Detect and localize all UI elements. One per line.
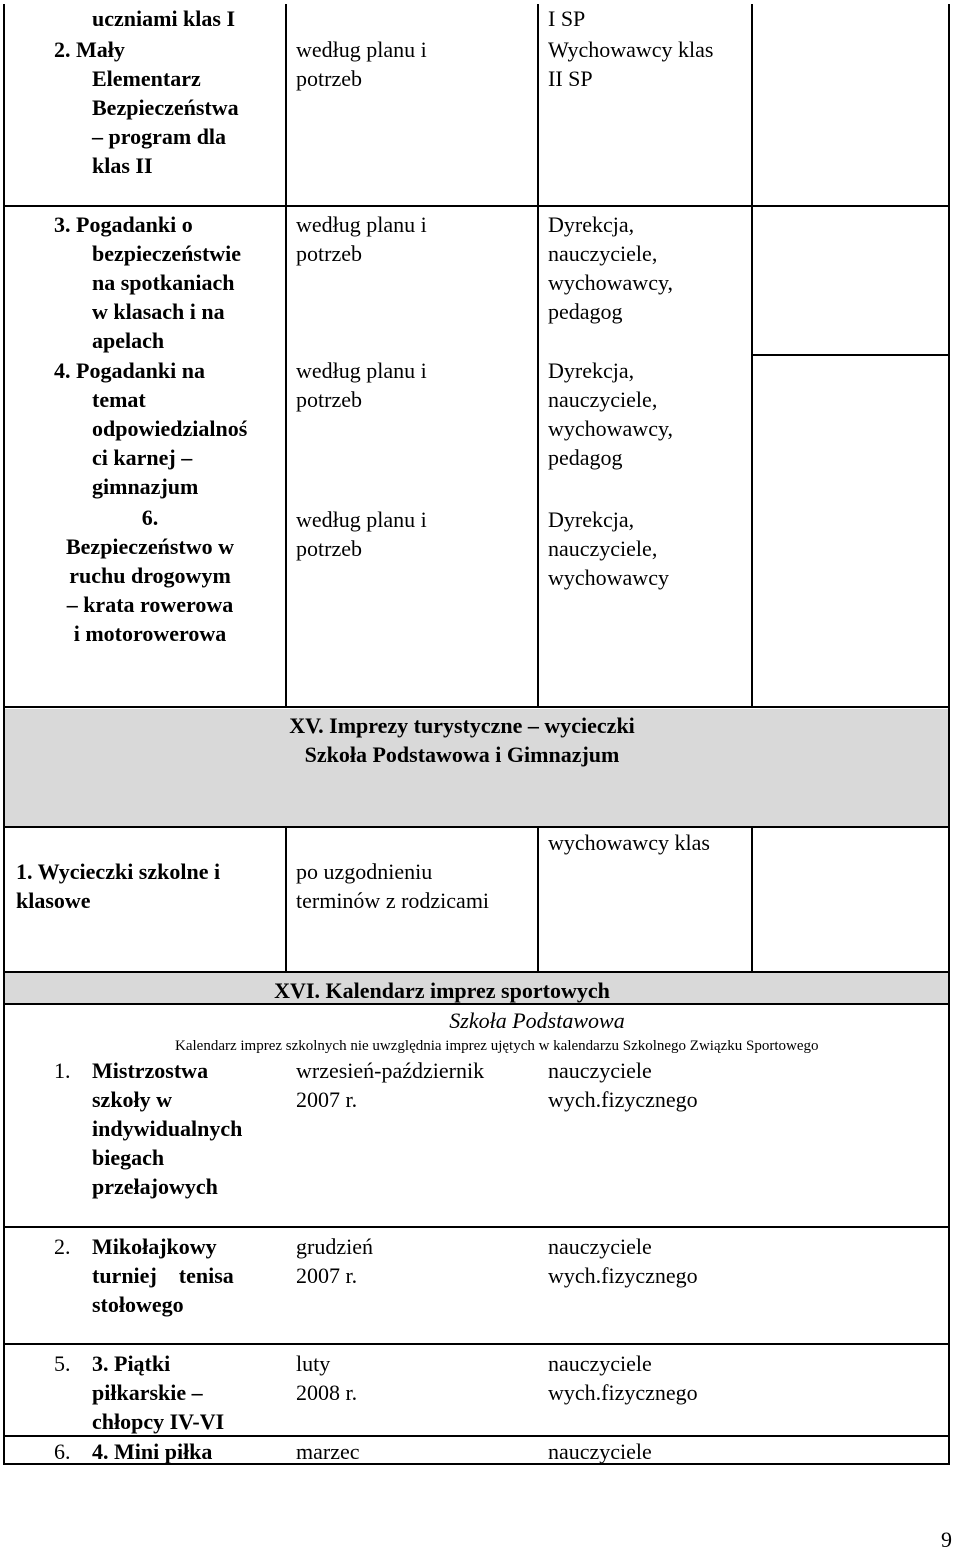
term-text: grudzień	[296, 1234, 373, 1259]
term-text: potrzeb	[296, 536, 362, 561]
term-text: 2007 r.	[296, 1263, 358, 1288]
item-text: Mikołajkowy	[92, 1234, 217, 1259]
term-text: terminów z rodzicami	[296, 888, 490, 913]
responsible-text: wych.fizycznego	[548, 1380, 698, 1405]
item-text: przełajowych	[92, 1174, 218, 1199]
section-xv-heading: XV. Imprezy turystyczne – wycieczki	[289, 713, 635, 738]
item-text: 6.	[141, 505, 159, 530]
item-text: bezpieczeństwie	[92, 241, 242, 266]
section-xv-subheading: Szkoła Podstawowa i Gimnazjum	[304, 742, 620, 767]
section-xvi-subheading: Szkoła Podstawowa	[449, 1008, 625, 1033]
page-number: 9	[941, 1527, 952, 1552]
row-number: 5.	[54, 1351, 71, 1376]
responsible-text: nauczyciele,	[548, 241, 658, 266]
responsible-text: nauczyciele	[548, 1439, 652, 1464]
responsible-text: Dyrekcja,	[548, 358, 635, 383]
section-xvi-heading: XVI. Kalendarz imprez sportowych	[274, 978, 610, 1003]
row-number: 6.	[54, 1439, 71, 1464]
row-divider	[751, 354, 950, 356]
responsible-text: I SP	[548, 6, 586, 31]
item-text: klas II	[92, 153, 153, 178]
term-text: według planu i	[296, 37, 427, 62]
row-divider	[3, 205, 950, 207]
item-text: 3. Pogadanki o	[54, 212, 193, 237]
item-text: szkoły w	[92, 1087, 173, 1112]
item-text: piłkarskie –	[92, 1380, 203, 1405]
item-text: – program dla	[92, 124, 227, 149]
responsible-text: nauczyciele	[548, 1058, 652, 1083]
item-text: Bezpieczeństwa	[92, 95, 239, 120]
item-text: i motorowerowa	[73, 621, 227, 646]
term-text: według planu i	[296, 507, 427, 532]
row-number: 2.	[54, 1234, 71, 1259]
responsible-text: wychowawcy,	[548, 416, 674, 441]
term-text: potrzeb	[296, 241, 362, 266]
item-text: w klasach i na	[92, 299, 225, 324]
responsible-text: nauczyciele,	[548, 387, 658, 412]
term-text: po uzgodnieniu	[296, 859, 433, 884]
responsible-text: nauczyciele,	[548, 536, 658, 561]
table-border-right	[948, 706, 950, 971]
term-text: według planu i	[296, 212, 427, 237]
table-divider	[537, 4, 539, 707]
responsible-text: pedagog	[548, 445, 623, 470]
responsible-text: II SP	[548, 66, 593, 91]
item-text: uczniami klas I	[92, 6, 236, 31]
responsible-text: Dyrekcja,	[548, 212, 635, 237]
item-text: 2. Mały	[54, 37, 125, 62]
item-text: klasowe	[16, 888, 91, 913]
responsible-text: nauczyciele	[548, 1351, 652, 1376]
item-text: 3. Piątki	[92, 1351, 171, 1376]
item-text: 1. Wycieczki szkolne i	[16, 859, 221, 884]
term-text: luty	[296, 1351, 331, 1376]
responsible-text: wychowawcy klas	[548, 830, 710, 855]
item-text: ci karnej –	[92, 445, 193, 470]
table-border-right	[948, 971, 950, 1465]
term-text: potrzeb	[296, 387, 362, 412]
row-divider	[3, 826, 950, 828]
item-text: gimnazjum	[92, 474, 199, 499]
responsible-text: pedagog	[548, 299, 623, 324]
item-text: stołowego	[92, 1292, 184, 1317]
item-text: Bezpieczeństwo w	[65, 534, 234, 559]
row-divider	[3, 1343, 950, 1345]
responsible-text: nauczyciele	[548, 1234, 652, 1259]
item-text: – krata rowerowa	[66, 592, 234, 617]
responsible-text: wych.fizycznego	[548, 1087, 698, 1112]
table-divider	[285, 4, 287, 707]
term-text: potrzeb	[296, 66, 362, 91]
term-text: marzec	[296, 1439, 360, 1464]
row-divider	[3, 1226, 950, 1228]
section-divider	[3, 706, 950, 708]
item-text: na spotkaniach	[92, 270, 235, 295]
table-divider	[751, 826, 753, 971]
item-text: ruchu drogowym	[69, 563, 231, 588]
item-text: Elementarz	[92, 66, 201, 91]
responsible-text: Dyrekcja,	[548, 507, 635, 532]
term-text: 2007 r.	[296, 1087, 358, 1112]
table-border-left	[3, 4, 5, 707]
responsible-text: wychowawcy	[548, 565, 669, 590]
item-text: Mistrzostwa	[92, 1058, 209, 1083]
row-number: 1.	[54, 1058, 71, 1083]
calendar-note: Kalendarz imprez szkolnych nie uwzględnia imprez ujętych w kalendarzu Szkolnego Związku Sportowego	[175, 1038, 819, 1054]
table-divider	[537, 826, 539, 971]
item-text: temat	[92, 387, 146, 412]
item-text: odpowiedzialnoś	[92, 416, 248, 441]
item-text: turniej tenisa	[92, 1263, 234, 1288]
section-divider	[3, 971, 950, 973]
item-text: 4. Pogadanki na	[54, 358, 205, 383]
responsible-text: wych.fizycznego	[548, 1263, 698, 1288]
item-text: 4. Mini piłka	[92, 1439, 213, 1464]
term-text: wrzesień-październik	[296, 1058, 485, 1083]
term-text: 2008 r.	[296, 1380, 358, 1405]
item-text: indywidualnych	[92, 1116, 243, 1141]
item-text: chłopcy IV-VI	[92, 1409, 225, 1434]
responsible-text: Wychowawcy klas	[548, 37, 714, 62]
item-text: biegach	[92, 1145, 165, 1170]
responsible-text: wychowawcy,	[548, 270, 674, 295]
table-divider	[285, 826, 287, 971]
table-border-left	[3, 971, 5, 1465]
term-text: według planu i	[296, 358, 427, 383]
item-text: apelach	[92, 328, 165, 353]
